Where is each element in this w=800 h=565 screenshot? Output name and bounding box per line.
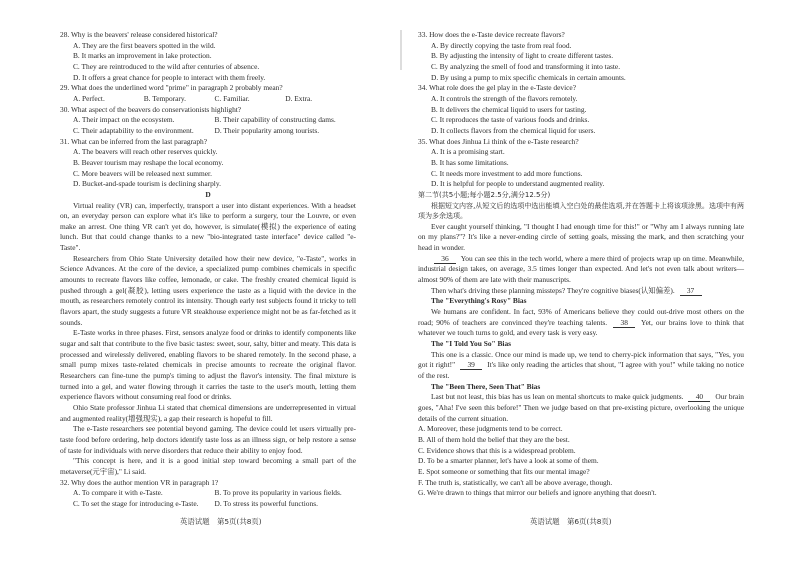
- answer-option: C. Their adaptability to the environment.: [73, 125, 194, 135]
- answer-option: D. It collects flavors from the chemical liquid for users.: [431, 125, 596, 135]
- blank-37: 37: [680, 287, 702, 296]
- answer-option: A. By directly copying the taste from real food.: [431, 40, 572, 50]
- subheading: The "Been There, Seen That" Bias: [431, 381, 541, 391]
- question-line: 28. Why is the beavers' release considered historical?: [60, 30, 218, 39]
- question-line: A. Moreover, these judgments tend to be correct.: [418, 424, 563, 434]
- answer-option: A. To compare it with e-Taste.: [73, 488, 163, 498]
- paragraph-text: Ohio State professor Jinhua Li stated that chemical dimensions are underrepresented in virtual and augmented reality(增强现实), a gap their research is hopeful to fill.: [60, 402, 356, 423]
- blank-39: 39: [460, 361, 482, 370]
- paragraph: [418, 222, 744, 254]
- paragraph: [418, 350, 744, 382]
- paragraph: [418, 307, 744, 339]
- question-line: 35. What does Jinhua Li think of the e-Taste research?: [418, 136, 579, 146]
- question-line: F. The truth is, statistically, we can't all be above average, though.: [418, 477, 613, 487]
- instructions: 根据短文内容,从短文后的选项中选出能填入空白处的最佳选项,并在答题卡上将该项涂黑。选项中有两项为多余选项。: [418, 201, 744, 221]
- answer-option: C. It reproduces the taste of various foods and drinks.: [431, 115, 590, 125]
- answer-options-row: [60, 488, 356, 499]
- answer-option: A. Perfect.: [73, 93, 105, 103]
- question-line: 29. What does the underlined word "prime" in paragraph 2 probably mean?: [60, 83, 283, 93]
- paragraph-text: Virtual reality (VR) can, imperfectly, transport a user into distant experiences. With a headset on, an everyday person can explore what it's like to perform a surgery, tour the Louvre, or even make an arrest. One thing VR can't yet do, however, is simulate(模拟) the experience of eating lunch. But that could change thanks to a new "bio-integrated taste interface" device called "e-Taste".: [60, 200, 356, 253]
- question-line: 34. What role does the gel play in the e-Taste device?: [418, 83, 576, 93]
- answer-option: C. More beavers will be released next summer.: [73, 168, 212, 178]
- question-line: G. We're drawn to things that mirror our beliefs and ignore anything that doesn't.: [418, 488, 657, 498]
- paragraph-text: It's like only reading the articles that shout, "I agree with you!" while taking no notice of the rest.: [418, 360, 744, 380]
- answer-option: B. To prove its popularity in various fields.: [214, 488, 342, 498]
- paragraph-text: Our brain goes, "Aha! I've seen this before!" Then we judge based on that pre-existing picture, overlooking the unique details of the current situation.: [418, 392, 745, 423]
- scan-edge: [400, 30, 402, 70]
- answer-option: C. Familiar.: [214, 93, 250, 103]
- answer-option: D. Extra.: [285, 93, 313, 103]
- answer-options-row: [60, 94, 356, 105]
- answer-option: B. Temporary.: [143, 93, 186, 103]
- answer-options-row: [60, 499, 356, 510]
- answer-option: D. It offers a great chance for people to interact with them freely.: [73, 72, 266, 82]
- answer-option: B. It has some limitations.: [431, 157, 509, 167]
- paragraph: [418, 392, 744, 424]
- paragraph-text: Ever caught yourself thinking, "I thought I had enough time for this!" or "Why am I always running late on my plans?"? It's like a never-ending circle of setting goals, missing the mark, and then scratching your head in wonder.: [418, 221, 744, 253]
- paragraph: [418, 254, 744, 286]
- blank-36: 36: [434, 255, 456, 264]
- answer-option: D. Bucket-and-spade tourism is declining sharply.: [73, 179, 221, 189]
- answer-option: B. Beaver tourism may reshape the local economy.: [73, 157, 224, 167]
- answer-option: A. The beavers will reach other reserves quickly.: [73, 147, 218, 157]
- question-line: D. To be a smarter planner, let's have a look at some of them.: [418, 456, 599, 466]
- paragraph: [60, 424, 356, 456]
- page-footer-left: 英语试题 第5页(共8页): [180, 517, 262, 526]
- paragraph-text: "This concept is here, and it is a good initial step toward becoming a small part of the metaverse(元宇宙)," Li said.: [60, 456, 356, 476]
- answer-option: B. It marks an improvement in lake protection.: [73, 51, 212, 61]
- answer-option: A. Their impact on the ecosystem.: [73, 115, 175, 125]
- paragraph-text: E-Taste works in three phases. First, sensors analyze food or drinks to identify components like sugar and salt that contribute to the five basic tastes: sweet, sour, salty, bitter and meaty. This data is processed and wirelessly delivered, enabling flavors to be shared remotely. In the second phase, a small pump mixes taste-related chemicals in precise amounts to recreate the original flavor. Researchers can fine-tune the pump's timing to adjust the flavor's intensity. The final mixture is turned into a gel, and water flowing through it carries the taste to the user's mouth, letting them experience flavors without consuming real food or drinks.: [60, 328, 356, 402]
- paragraph-text: Last but not least, this bias has us lean on mental shortcuts to make quick judgments.: [431, 392, 686, 402]
- paragraph-text: Researchers from Ohio State University detailed how their new device, "e-Taste", works in Science Advances. At the core of the device, a specialized pump combines chemicals in specific amounts to recreate flavors like coffee, lemonade, or cake. The freshly created chemical liquid is pushed through a gel(凝胶), letting users experience the taste as a liquid with the device in the mouth, as researchers remotely control its intensity. Though early test subjects found it tricky to tell flavors apart, the study suggests a future VR steakhouse experience might not be as far-fetched as it sounds.: [60, 253, 356, 327]
- question-line: 30. What aspect of the beavers do conservationists highlight?: [60, 104, 242, 114]
- question-line: 31. What can be inferred from the last paragraph?: [60, 136, 207, 146]
- answer-options-row: [60, 126, 356, 137]
- page-footer-right: 英语试题 第6页(共8页): [530, 517, 612, 526]
- answer-option: D. By using a pump to mix specific chemicals in certain amounts.: [431, 72, 626, 82]
- answer-option: A. They are the first beavers spotted in the wild.: [73, 40, 216, 50]
- paragraph-text: You can see this in the tech world, where a mere third of projects wrap up on time. Meanwhile, industrial design takes, on average, 3.5 times longer than expected. And let's not even talk about writers—almost 90% of them are late with their manuscripts.: [418, 253, 744, 285]
- question-line: 33. How does the e-Taste device recreate flavors?: [418, 30, 565, 39]
- answer-option: D. It is helpful for people to understand augmented reality.: [431, 179, 605, 189]
- paragraph: [60, 201, 356, 254]
- paragraph: [60, 254, 356, 329]
- paragraph: [418, 286, 744, 297]
- answer-option: D. Their popularity among tourists.: [214, 125, 320, 135]
- question-line: E. Spot someone or something that fits our mental image?: [418, 466, 590, 476]
- answer-option: A. It is a promising start.: [431, 147, 505, 157]
- right-column: [418, 30, 744, 499]
- answer-option: C. By analyzing the smell of food and transforming it into taste.: [431, 61, 621, 71]
- answer-option: C. They are reintroduced to the wild after centuries of absence.: [73, 61, 260, 71]
- paragraph-text: The e-Taste researchers see potential beyond gaming. The device could let users virtually pre-taste food before ordering, help doctors identify taste loss as an illness sign, or help restore a sense of taste for individuals with nerve disorders that reduce their ability to enjoy food.: [60, 424, 356, 455]
- question-line: C. Evidence shows that this is a widespread problem.: [418, 445, 576, 455]
- blank-40: 40: [688, 393, 710, 402]
- paragraph-text: We humans are confident. In fact, 93% of Americans believe they could out-drive most others on the road; 90% of teachers are convinced they're teaching talents.: [418, 307, 744, 327]
- paragraph-text: Then what's driving these planning missteps? They're cognitive biases(认知偏差).: [431, 285, 677, 295]
- question-line: 32. Why does the author mention VR in paragraph 1?: [60, 477, 219, 487]
- answer-option: C. It needs more investment to add more functions.: [431, 168, 583, 178]
- section-title: 第二节(共5小题;每小题2.5分,满分12.5分): [418, 190, 551, 199]
- paragraph: [60, 456, 356, 477]
- section-heading: D: [205, 189, 211, 199]
- answer-option: D. To stress its powerful functions.: [214, 498, 318, 508]
- question-line: B. All of them hold the belief that they are the best.: [418, 434, 570, 444]
- paragraph: [60, 403, 356, 424]
- subheading: The "I Told You So" Bias: [431, 339, 512, 349]
- paragraph-text: This one is a classic. Once our mind is made up, we tend to cherry-pick information that says, "Yes, you got it right!": [418, 349, 744, 370]
- answer-option: B. It delivers the chemical liquid to users for tasting.: [431, 104, 587, 114]
- answer-option: C. To set the stage for introducing e-Taste.: [73, 498, 199, 508]
- answer-option: B. By adjusting the intensity of light to create different tastes.: [431, 51, 614, 61]
- paragraph-text: Yet, our brains love to think that whatever we touch turns to gold, and every task is very easy.: [418, 317, 744, 338]
- paragraph: [60, 328, 356, 403]
- answer-option: B. Their capability of constructing dams.: [214, 115, 336, 125]
- answer-option: A. It controls the strength of the flavors remotely.: [431, 93, 578, 103]
- left-column: [60, 30, 356, 510]
- blank-38: 38: [613, 319, 635, 328]
- answer-options-row: [60, 115, 356, 126]
- subheading: The "Everything's Rosy" Bias: [431, 296, 527, 306]
